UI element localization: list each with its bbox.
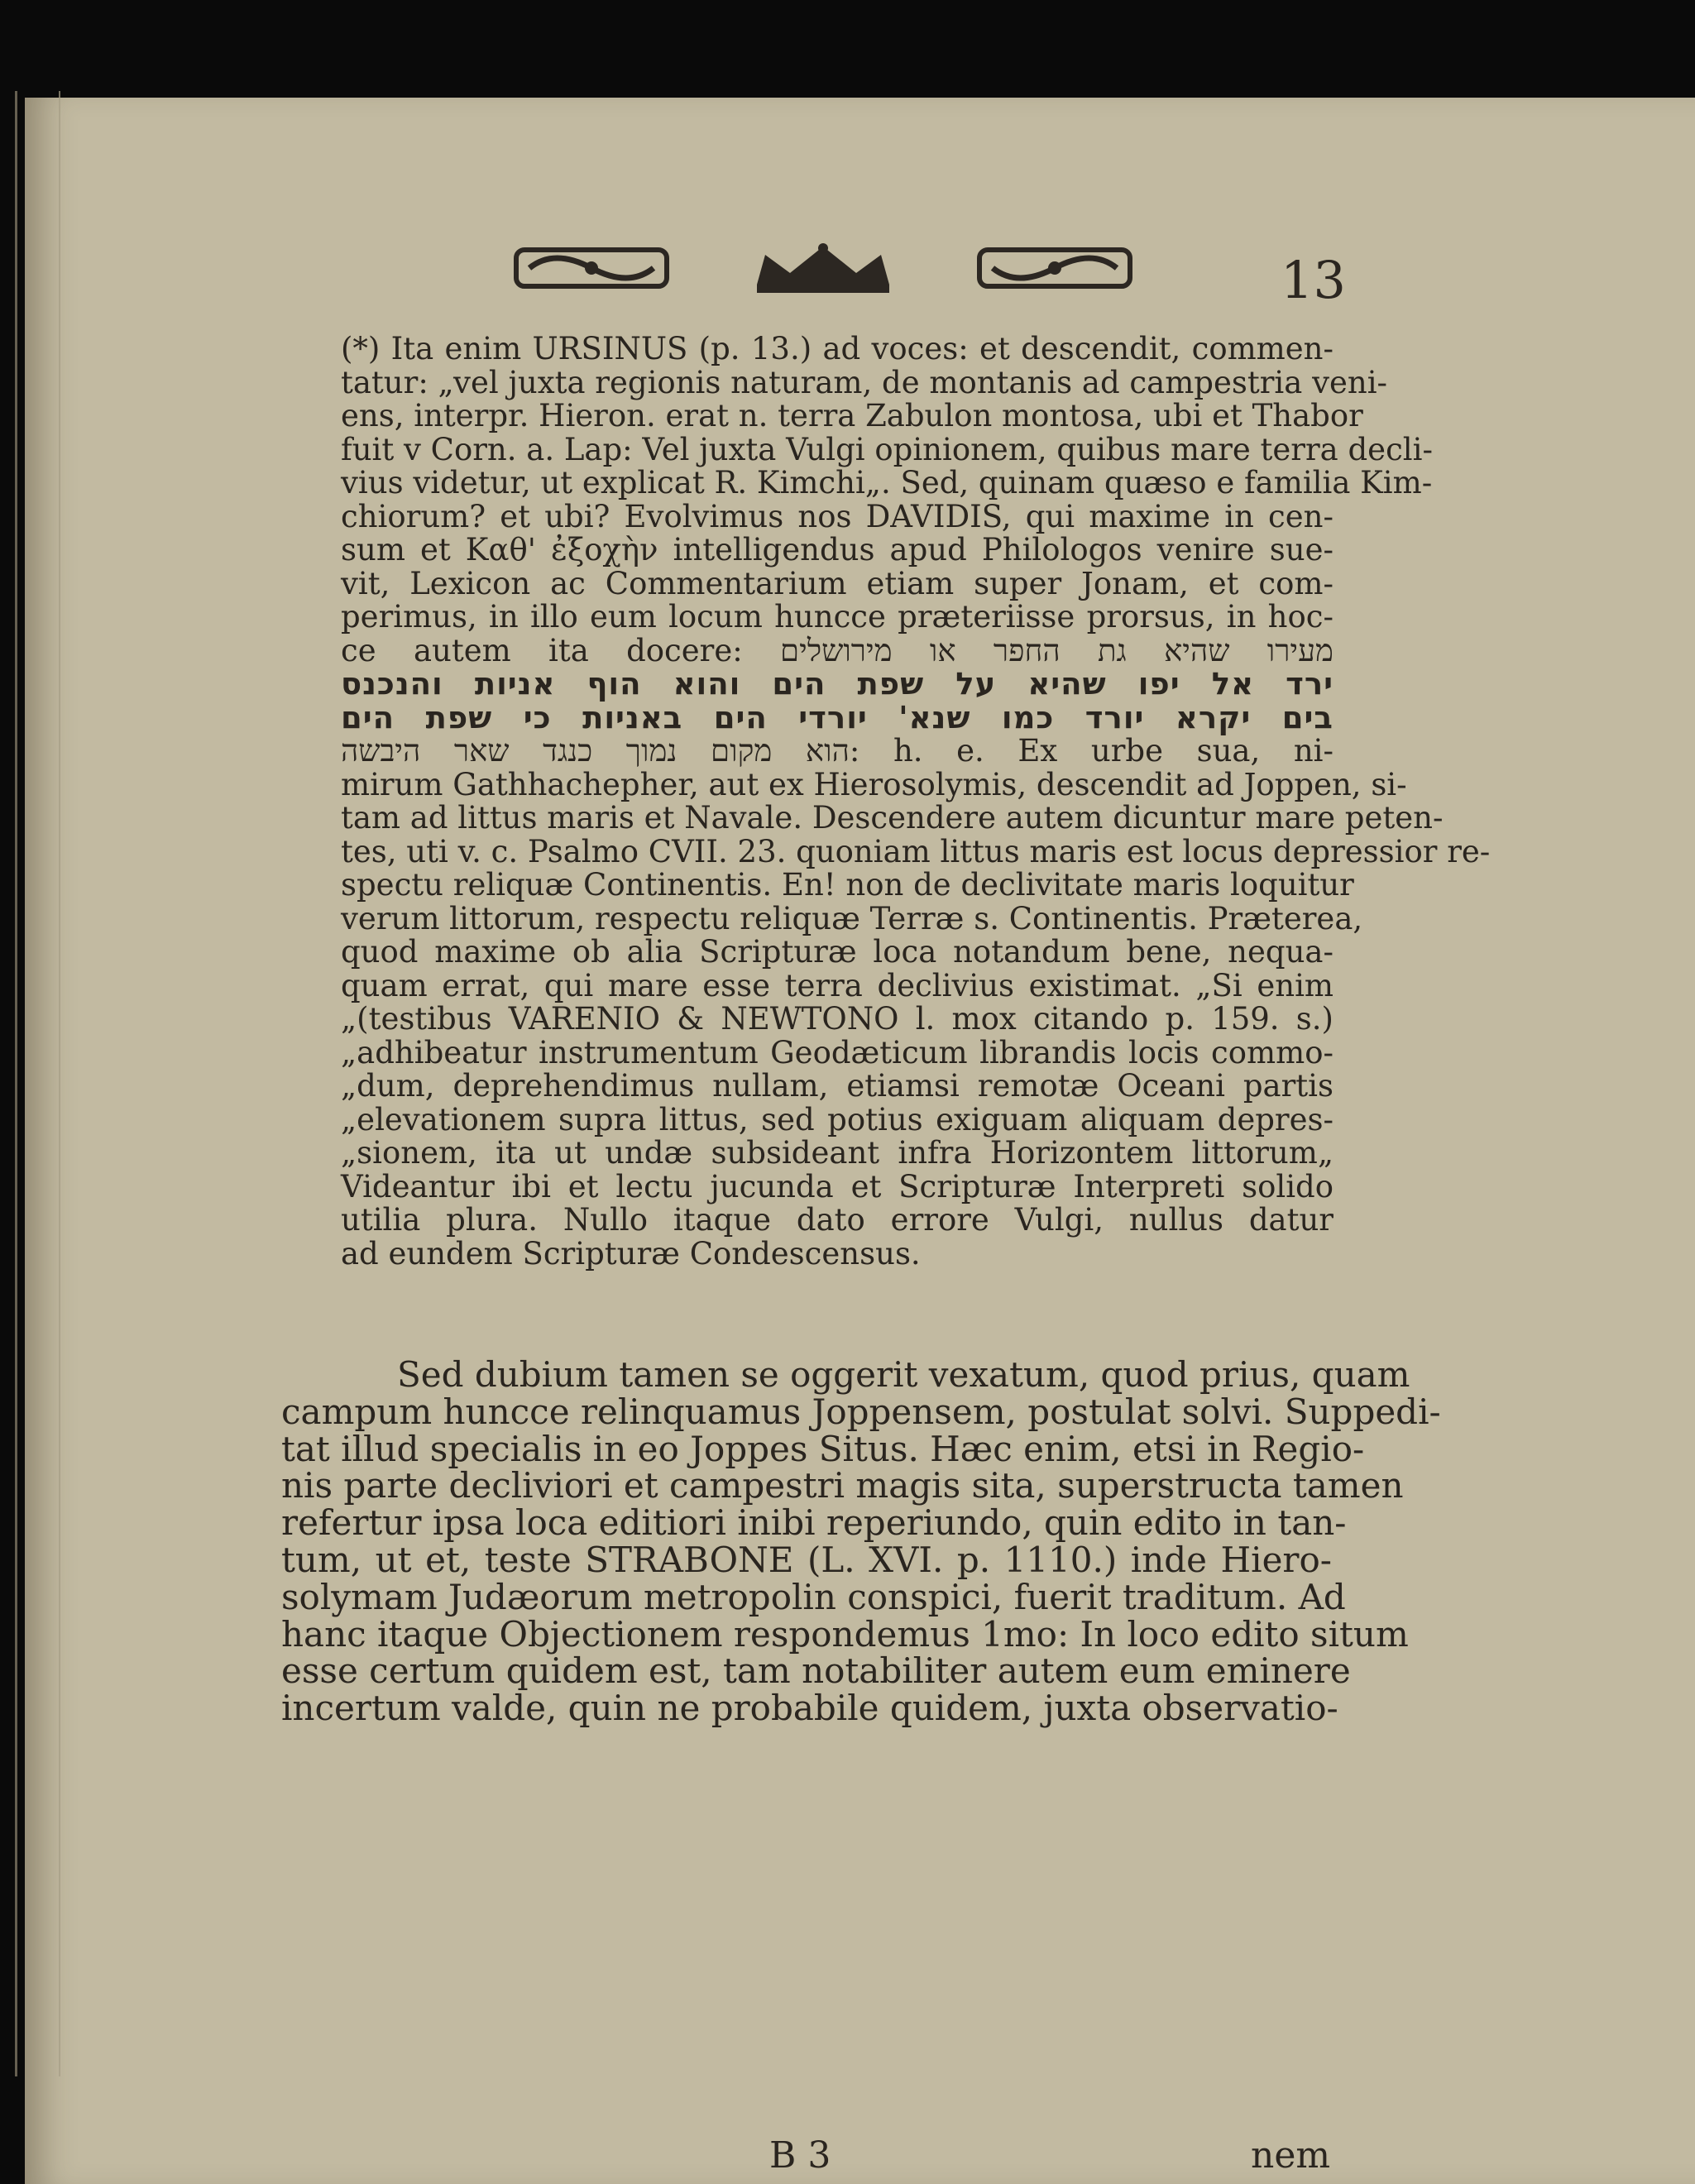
footnote-line: „(testibus VARENIO & NEWTONO l. mox citando p. 159. s.) — [341, 1001, 1333, 1037]
footnote-line: „elevationem supra littus, sed potius exiguam aliquam depres- — [341, 1101, 1333, 1138]
footnote-line: tes, uti v. c. Psalmo CVII. 23. quoniam littus maris est locus depressior re- — [341, 833, 1491, 869]
footnote-line: vius videtur, ut explicat R. Kimchi„. Sed, quinam quæso e familia Kim- — [341, 465, 1433, 500]
footnote-line: fuit v Corn. a. Lap: Vel juxta Vulgi opinionem, quibus mare terra decli- — [341, 431, 1433, 467]
catchword: nem — [1251, 2134, 1331, 2177]
footnote-line: ad eundem Scripturæ Condescensus. — [341, 1235, 921, 1272]
body-line: solymam Judæorum metropolin conspici, fuerit traditum. Ad — [281, 1576, 1346, 1617]
footnote-line: verum littorum, respectu reliquæ Terræ s. Continentis. Præterea, — [341, 900, 1363, 936]
footnote-line: tam ad littus maris et Navale. Descendere autem dicuntur mare peten- — [341, 800, 1444, 836]
footnote-line: (*) Ita enim URSINUS (p. 13.) ad voces: et descendit, commen- — [341, 331, 1333, 366]
footnote-line: ce autem ita docere: מעירו שהיא גת החפר או מירושלים — [341, 632, 1333, 668]
footnote-line: spectu reliquæ Continentis. En! non de declivitate maris loquitur — [341, 867, 1354, 903]
footnote-line: chiorum? et ubi? Evolvimus nos DAVIDIS, qui maxime in cen- — [341, 498, 1333, 534]
footnote-line: utilia plura. Nullo itaque dato errore Vulgi, nullus datur — [341, 1202, 1333, 1238]
crown-ornament-icon — [749, 242, 898, 295]
body-line: tat illud specialis in eo Joppes Situs. Hæc enim, etsi in Regio- — [281, 1428, 1365, 1469]
body-line: incertum valde, quin ne probabile quidem, juxta observatio- — [281, 1688, 1338, 1729]
footnote-line: „sionem, ita ut undæ subsideant infra Horizontem littorum„ — [341, 1135, 1333, 1171]
body-line: campum huncce relinquamus Joppensem, postulat solvi. Suppedi- — [281, 1391, 1441, 1432]
body-line: nis parte decliviori et campestri magis sita, superstructa tamen — [281, 1465, 1404, 1506]
ornamental-headpiece-right-icon — [976, 242, 1133, 295]
main-text — [281, 1354, 1441, 1729]
footnote-line: ens, interpr. Hieron. erat n. terra Zabulon montosa, ubi et Thabor — [341, 398, 1363, 433]
footnote-line: quam errat, qui mare esse terra declivius existimat. „Si enim — [341, 967, 1333, 1003]
footnote-line: vit, Lexicon ac Commentarium etiam super Jonam, et com- — [341, 565, 1333, 601]
hebrew-line: בים יקרא יורד כמו שנא' יורדי הים באניות כי שפת הים — [341, 699, 1333, 735]
footnote-line: tatur: „vel juxta regionis naturam, de montanis ad campestria veni- — [341, 364, 1388, 400]
page-number: 13 — [1281, 250, 1346, 310]
ornamental-headpiece-left-icon — [513, 242, 670, 295]
signature-mark: B 3 — [769, 2134, 831, 2177]
footnote-line: perimus, in illo eum locum huncce præteriisse prorsus, in hoc- — [341, 599, 1333, 635]
page-header — [513, 242, 1340, 308]
body-line: hanc itaque Objectionem respondemus 1mo: In loco edito situm — [281, 1613, 1409, 1655]
footnote-line: quod maxime ob alia Scripturæ loca notandum bene, nequa- — [341, 934, 1333, 970]
footnote-line: mirum Gathhachepher, aut ex Hierosolymis, descendit ad Joppen, si- — [341, 766, 1407, 802]
footnote-line: Videantur ibi et lectu jucunda et Scripturæ Interpreti solido — [341, 1168, 1333, 1205]
footnote — [341, 331, 1491, 1272]
footnote-line: „dum, deprehendimus nullam, etiamsi remotæ Oceani partis — [341, 1068, 1333, 1104]
footnote-line: sum et Καθ' ἐξοχὴν intelligendus apud Philologos venire sue- — [341, 532, 1333, 568]
body-line: esse certum quidem est, tam notabiliter autem eum eminere — [281, 1650, 1351, 1692]
body-line: Sed dubium tamen se oggerit vexatum, quod prius, quam — [397, 1354, 1410, 1395]
body-line: tum, ut et, teste STRABONE (L. XVI. p. 1110.) inde Hiero- — [281, 1539, 1332, 1580]
binding-gutter — [15, 91, 60, 2076]
footnote-line: „adhibeatur instrumentum Geodæticum librandis locis commo- — [341, 1034, 1333, 1070]
hebrew-line: ירד אל יפו שהיא על שפת הים והוא הוף אניות והנכנס — [341, 666, 1333, 702]
body-line: refertur ipsa loca editiori inibi reperiundo, quin edito in tan- — [281, 1502, 1347, 1544]
footnote-line: הוא מקום נמוך כנגד שאר היבשה: h. e. Ex urbe sua, ni- — [341, 733, 1333, 769]
